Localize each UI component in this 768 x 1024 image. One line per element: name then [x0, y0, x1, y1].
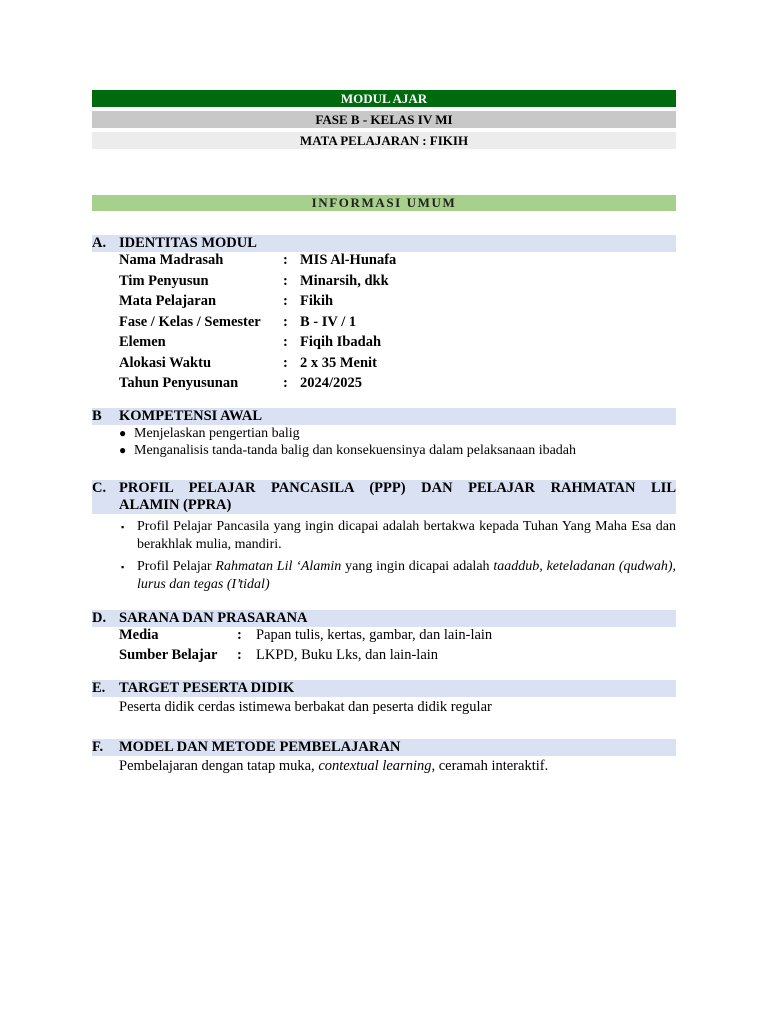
identity-label: Tahun Penyusunan — [119, 375, 239, 391]
table-row — [119, 293, 396, 314]
list-item-text-mid: yang ingin dicapai adalah — [341, 558, 494, 574]
bullet-square-icon: ▪ — [121, 521, 125, 532]
facility-value: LKPD, Buku Lks, dan lain-lain — [256, 647, 439, 663]
table-row — [119, 314, 396, 335]
section-e-letter: E. — [92, 679, 106, 696]
module-identity-table — [119, 252, 396, 396]
bullet-dot-icon: ● — [119, 425, 127, 440]
list-item — [119, 558, 676, 594]
section-c-title-line1: PROFIL PELAJAR PANCASILA (PPP) DAN PELAJAR RAHMATAN LIL — [119, 479, 676, 496]
student-profile-list — [92, 518, 676, 594]
list-item-italic-values: taaddub, keteladanan (qudwah), lurus dan tegas (I’tidal) — [137, 558, 676, 592]
section-c-letter: C. — [92, 479, 107, 496]
section-c-title — [119, 480, 676, 514]
table-row — [119, 647, 492, 668]
identity-value: MIS Al-Hunafa — [300, 252, 397, 268]
section-d-title: SARANA DAN PRASARANA — [119, 609, 308, 626]
module-identity — [92, 252, 676, 396]
identity-colon: : — [283, 272, 288, 289]
identity-colon: : — [283, 375, 288, 391]
identity-label: Mata Pelajaran — [119, 293, 217, 309]
phase-class-label: FASE B - KELAS IV MI — [92, 111, 676, 128]
section-c-title-line2: ALAMIN (PPRA) — [119, 496, 232, 513]
learning-model-text — [92, 756, 676, 776]
initial-competence-list — [92, 425, 676, 460]
identity-value: 2024/2025 — [300, 375, 363, 391]
identity-value: Minarsih, dkk — [300, 272, 389, 289]
facilities-table — [119, 627, 492, 668]
list-item-text: Menganalisis tanda-tanda balig dan konsekuensinya dalam pelaksanaan ibadah — [134, 443, 577, 458]
identity-value: Fikih — [300, 293, 334, 309]
bullet-square-icon: ▪ — [121, 561, 125, 572]
table-row — [119, 252, 396, 273]
section-e-header — [92, 680, 676, 697]
identity-value: 2 x 35 Menit — [300, 354, 377, 371]
table-row — [119, 273, 396, 294]
list-item — [119, 518, 676, 554]
section-b-header — [92, 408, 676, 425]
module-title: MODUL AJAR — [92, 90, 676, 107]
section-d-header — [92, 610, 676, 627]
list-item — [119, 425, 676, 443]
section-a-letter: A. — [92, 235, 107, 251]
learning-model-post: , ceramah interaktif. — [431, 757, 549, 774]
facility-value: Papan tulis, kertas, gambar, dan lain-lain — [256, 626, 493, 643]
identity-value: Fiqih Ibadah — [300, 334, 382, 350]
section-a-header — [92, 235, 676, 252]
section-a-title: IDENTITAS MODUL — [119, 235, 257, 251]
table-row — [119, 627, 492, 648]
section-b-letter: B — [92, 407, 102, 424]
identity-label: Alokasi Waktu — [119, 354, 212, 371]
identity-colon: : — [283, 293, 288, 309]
identity-value: B - IV / 1 — [300, 313, 357, 330]
table-row — [119, 355, 396, 376]
table-row — [119, 375, 396, 396]
list-item-italic-term: Rahmatan Lil ‘Alamin — [215, 558, 342, 574]
facility-label: Media — [119, 626, 159, 643]
identity-label: Tim Penyusun — [119, 272, 209, 289]
section-c-header — [92, 480, 676, 514]
list-item-text: Menjelaskan pengertian balig — [134, 425, 300, 441]
facility-colon: : — [237, 647, 242, 663]
identity-colon: : — [283, 334, 288, 350]
identity-colon: : — [283, 313, 288, 330]
table-row — [119, 334, 396, 355]
section-d-letter: D. — [92, 609, 107, 626]
document-page — [92, 90, 676, 776]
learning-model-pre: Pembelajaran dengan tatap muka, — [119, 757, 319, 774]
identity-label: Elemen — [119, 334, 166, 350]
subject-label: MATA PELAJARAN : FIKIH — [92, 132, 676, 149]
learning-model-italic: contextual learning — [318, 757, 432, 774]
section-b-title: KOMPETENSI AWAL — [119, 407, 263, 424]
facilities — [92, 627, 676, 668]
list-item — [119, 442, 676, 460]
facility-label: Sumber Belajar — [119, 647, 218, 663]
bullet-dot-icon: ● — [119, 443, 127, 457]
list-item-text: Profil Pelajar Pancasila yang ingin dicapai adalah bertakwa kepada Tuhan Yang Maha Esa dan berakhlak mulia, mandiri. — [137, 518, 676, 552]
list-item-text-pre: Profil Pelajar — [137, 558, 216, 574]
section-e-title: TARGET PESERTA DIDIK — [119, 679, 295, 696]
identity-label: Fase / Kelas / Semester — [119, 313, 261, 330]
identity-colon: : — [283, 354, 288, 371]
facility-colon: : — [237, 626, 242, 643]
identity-label: Nama Madrasah — [119, 252, 224, 268]
section-f-title: MODEL DAN METODE PEMBELAJARAN — [119, 738, 401, 755]
target-students-text: Peserta didik cerdas istimewa berbakat dan peserta didik regular — [119, 698, 492, 715]
identity-colon: : — [283, 252, 288, 268]
section-f-letter: F. — [92, 738, 104, 755]
section-f-header — [92, 739, 676, 756]
general-info-heading: INFORMASI UMUM — [92, 195, 676, 211]
